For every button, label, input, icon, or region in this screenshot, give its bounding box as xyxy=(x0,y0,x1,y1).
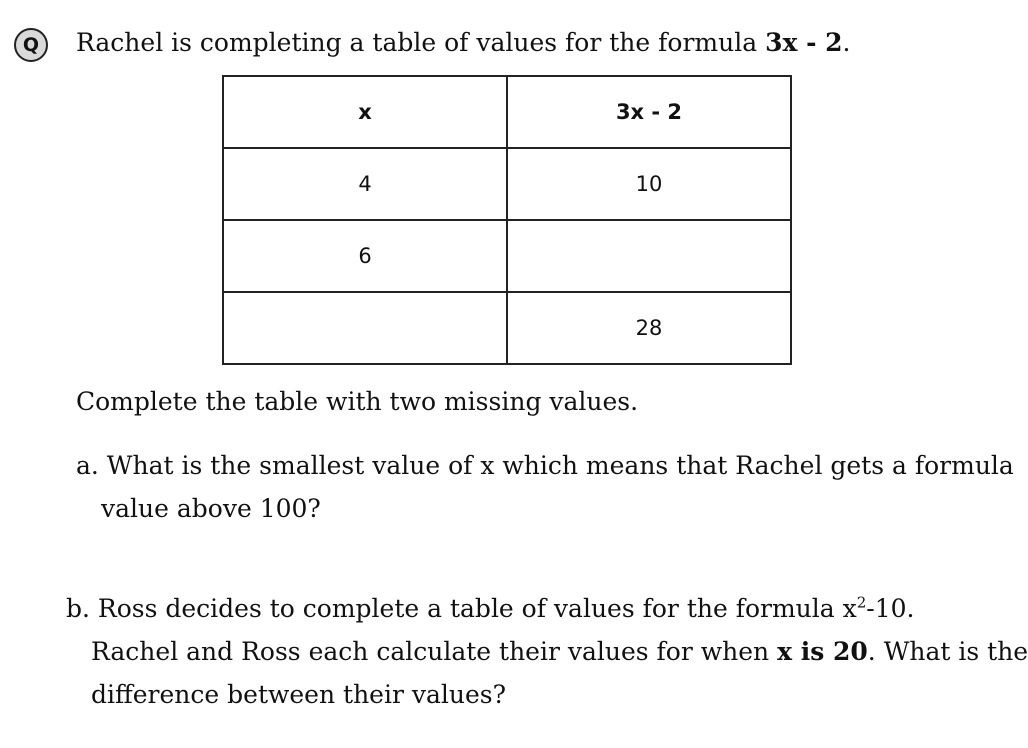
part-b-line-1-text: b. Ross decides to complete a table of values for the formula x xyxy=(66,594,857,623)
cell-x: 6 xyxy=(223,220,507,292)
cell-x-missing xyxy=(223,292,507,364)
cell-value-missing xyxy=(507,220,791,292)
cell-value: 10 xyxy=(507,148,791,220)
part-b-line-1-end: -10. xyxy=(866,594,915,623)
part-a-line-1: a. What is the smallest value of x which means that Rachel gets a formula xyxy=(76,451,1014,480)
part-b-line-3: difference between their values? xyxy=(91,680,507,709)
part-b-bold: x is 20 xyxy=(777,637,868,666)
table-header-row xyxy=(223,76,791,148)
question-end: . xyxy=(842,28,851,57)
part-b-line-2-text: Rachel and Ross each calculate their values for when xyxy=(91,637,778,666)
header-formula: 3x - 2 xyxy=(507,76,791,148)
part-a-line-2: value above 100? xyxy=(101,494,321,523)
question-text xyxy=(76,28,851,57)
cell-x: 4 xyxy=(223,148,507,220)
instruction-text: Complete the table with two missing values. xyxy=(76,387,639,416)
question-intro: Rachel is completing a table of values for the formula xyxy=(76,28,766,57)
question-formula: 3x - 2 xyxy=(765,28,843,57)
header-x: x xyxy=(223,76,507,148)
table-row xyxy=(223,148,791,220)
question-badge: Q xyxy=(14,28,48,62)
values-table xyxy=(222,75,792,365)
exponent: 2 xyxy=(856,593,867,612)
cell-value: 28 xyxy=(507,292,791,364)
part-b-line-1 xyxy=(66,594,915,623)
part-b-line-2 xyxy=(91,637,1028,666)
table-row xyxy=(223,292,791,364)
part-b-line-2-end: . What is the xyxy=(867,637,1028,666)
table-row xyxy=(223,220,791,292)
